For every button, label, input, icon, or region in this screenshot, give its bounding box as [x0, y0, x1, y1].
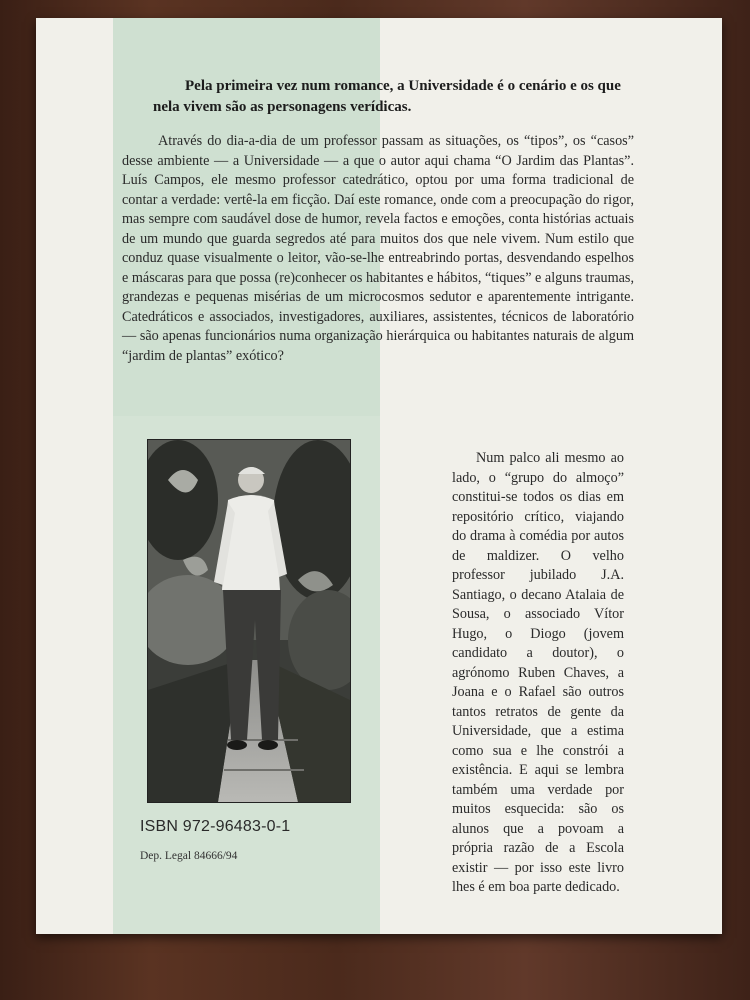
legal-deposit: Dep. Legal 84666/94	[140, 850, 238, 862]
isbn-number: ISBN 972-96483-0-1	[140, 818, 291, 835]
author-photo	[148, 440, 350, 802]
characters-paragraph: Num palco ali mesmo ao lado, o “grupo do almoço” constitui-se todos os dias em repositório crítico, viajando do drama à comédia por autos de maldizer. O velho professor jubilado J.A. Santiago, o decano Atalaia de Sousa, o associado Vítor Hugo, o Diogo (jovem candidato a doutor), o agrónomo Ruben Chaves, a Joana e o Rafael são outros tantos retratos de gente da Universidade, que a estima como sua e lhe constrói a existência. E aqui se lembra também uma verdade por muitos esquecida: são os alunos que a povoam a própria razão de a Escola existir — por isso este livro lhes é em boa parte dedicado.	[452, 450, 624, 895]
lead-paragraph: Pela primeira vez num romance, a Universidade é o cenário e os que nela vivem são as personagens verídicas.	[153, 78, 621, 115]
synopsis-paragraph: Através do dia-a-dia de um professor passam as situações, os “tipos”, os “casos” desse ambiente — a Universidade — a que o autor aqui chama “O Jardim das Plantas”. Luís Campos, ele mesmo professor catedrático, optou por uma forma tradicional de contar a verdade: vertê-la em ficção. Daí este romance, onde com a preocupação do rigor, mas sempre com saudável dose de humor, revela factos e emoções, conta histórias actuais de um mundo que guarda segredos até para muitos dos que nele vivem. Num estilo que conduz quase visualmente o leitor, vão-se-lhe entreabrindo portas, desvendando espelhos e máscaras para que possa (re)conhecer os habitantes e hábitos, “tiques” e alguns traumas, grandezas e pequenas misérias de um microcosmos sedutor e aparentemente intrigante. Catedráticos e associados, investigadores, auxiliares, assistentes, técnicos de laboratório — são apenas funcionários numa organização hierárquica ou habitantes naturais de algum “jardim de plantas” exótico?	[122, 133, 634, 364]
author-walking-photo	[148, 440, 350, 802]
book-back-cover	[36, 18, 722, 934]
